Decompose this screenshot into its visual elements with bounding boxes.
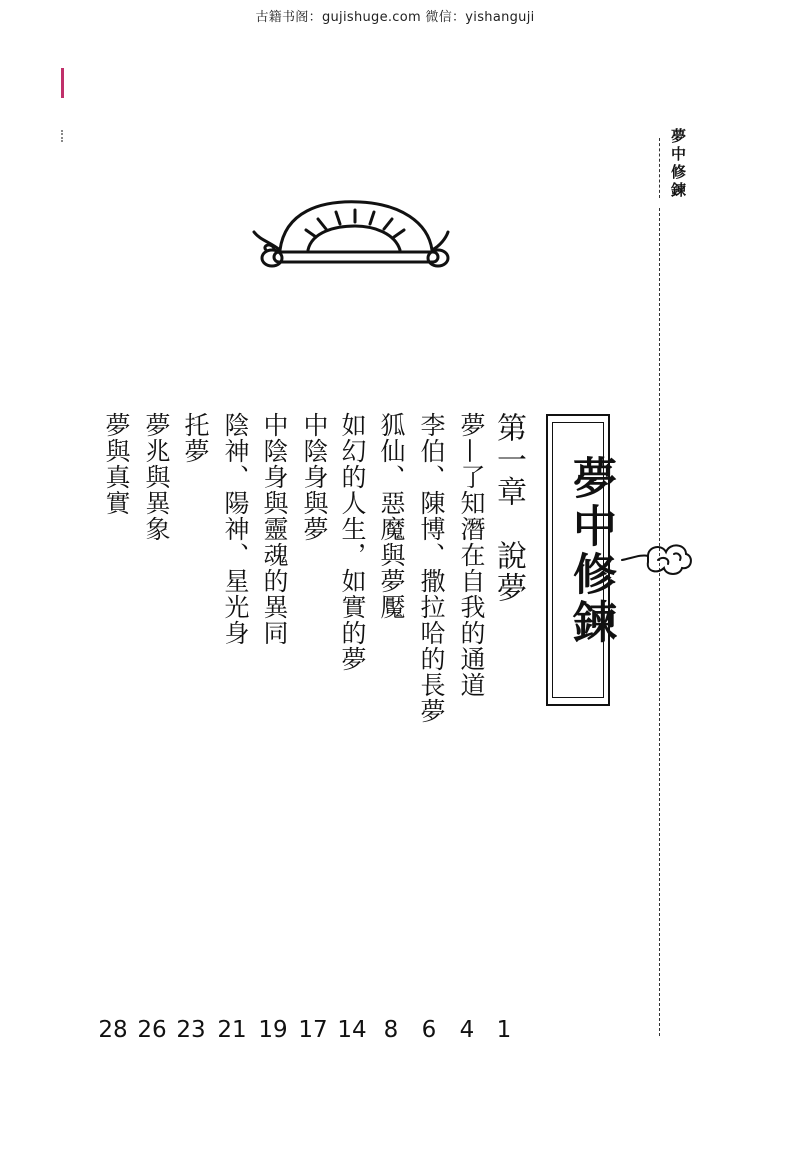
page-number: 8	[383, 1017, 399, 1043]
page-number: 26	[137, 1017, 167, 1043]
margin-rule	[659, 208, 660, 1036]
margin-mark-dot	[61, 130, 65, 142]
toc-entry: 狐仙、惡魔與夢魘	[377, 412, 406, 620]
toc-entry: 中陰身與靈魂的異同	[260, 412, 289, 646]
header-rule	[659, 138, 660, 198]
page-number: 14	[337, 1017, 367, 1043]
chapter-heading: 第一章 說夢	[491, 412, 526, 604]
toc-entry: 夢兆與異象	[142, 412, 171, 542]
page-number: 4	[459, 1017, 475, 1043]
toc-entry: 陰神、陽神、星光身	[221, 412, 250, 646]
page-number: 23	[176, 1017, 206, 1043]
page-number: 28	[98, 1017, 128, 1043]
toc-entry: 夢與真實	[102, 412, 131, 516]
cloud-ornament	[618, 538, 694, 580]
toc-entry: 如幻的人生，如實的夢	[338, 412, 367, 672]
page-number: 6	[421, 1017, 437, 1043]
watermark: 古籍书阁：gujishuge.com 微信：yishanguji	[255, 10, 535, 25]
book-title: 夢中修鍊	[565, 455, 616, 647]
toc-entry: 中陰身與夢	[300, 412, 329, 542]
toc-entry: 夢—了知潛在自我的通道	[457, 412, 486, 698]
margin-mark	[61, 68, 64, 98]
toc-entry: 李伯、陳博、撒拉哈的長夢	[417, 412, 446, 724]
page-number: 1	[496, 1017, 512, 1043]
page-number: 19	[258, 1017, 288, 1043]
toc-entry: 托夢	[181, 412, 210, 464]
running-head: 夢中修鍊	[669, 128, 687, 200]
sunrise-illustration	[250, 192, 460, 272]
page-number: 21	[217, 1017, 247, 1043]
page-number: 17	[298, 1017, 328, 1043]
